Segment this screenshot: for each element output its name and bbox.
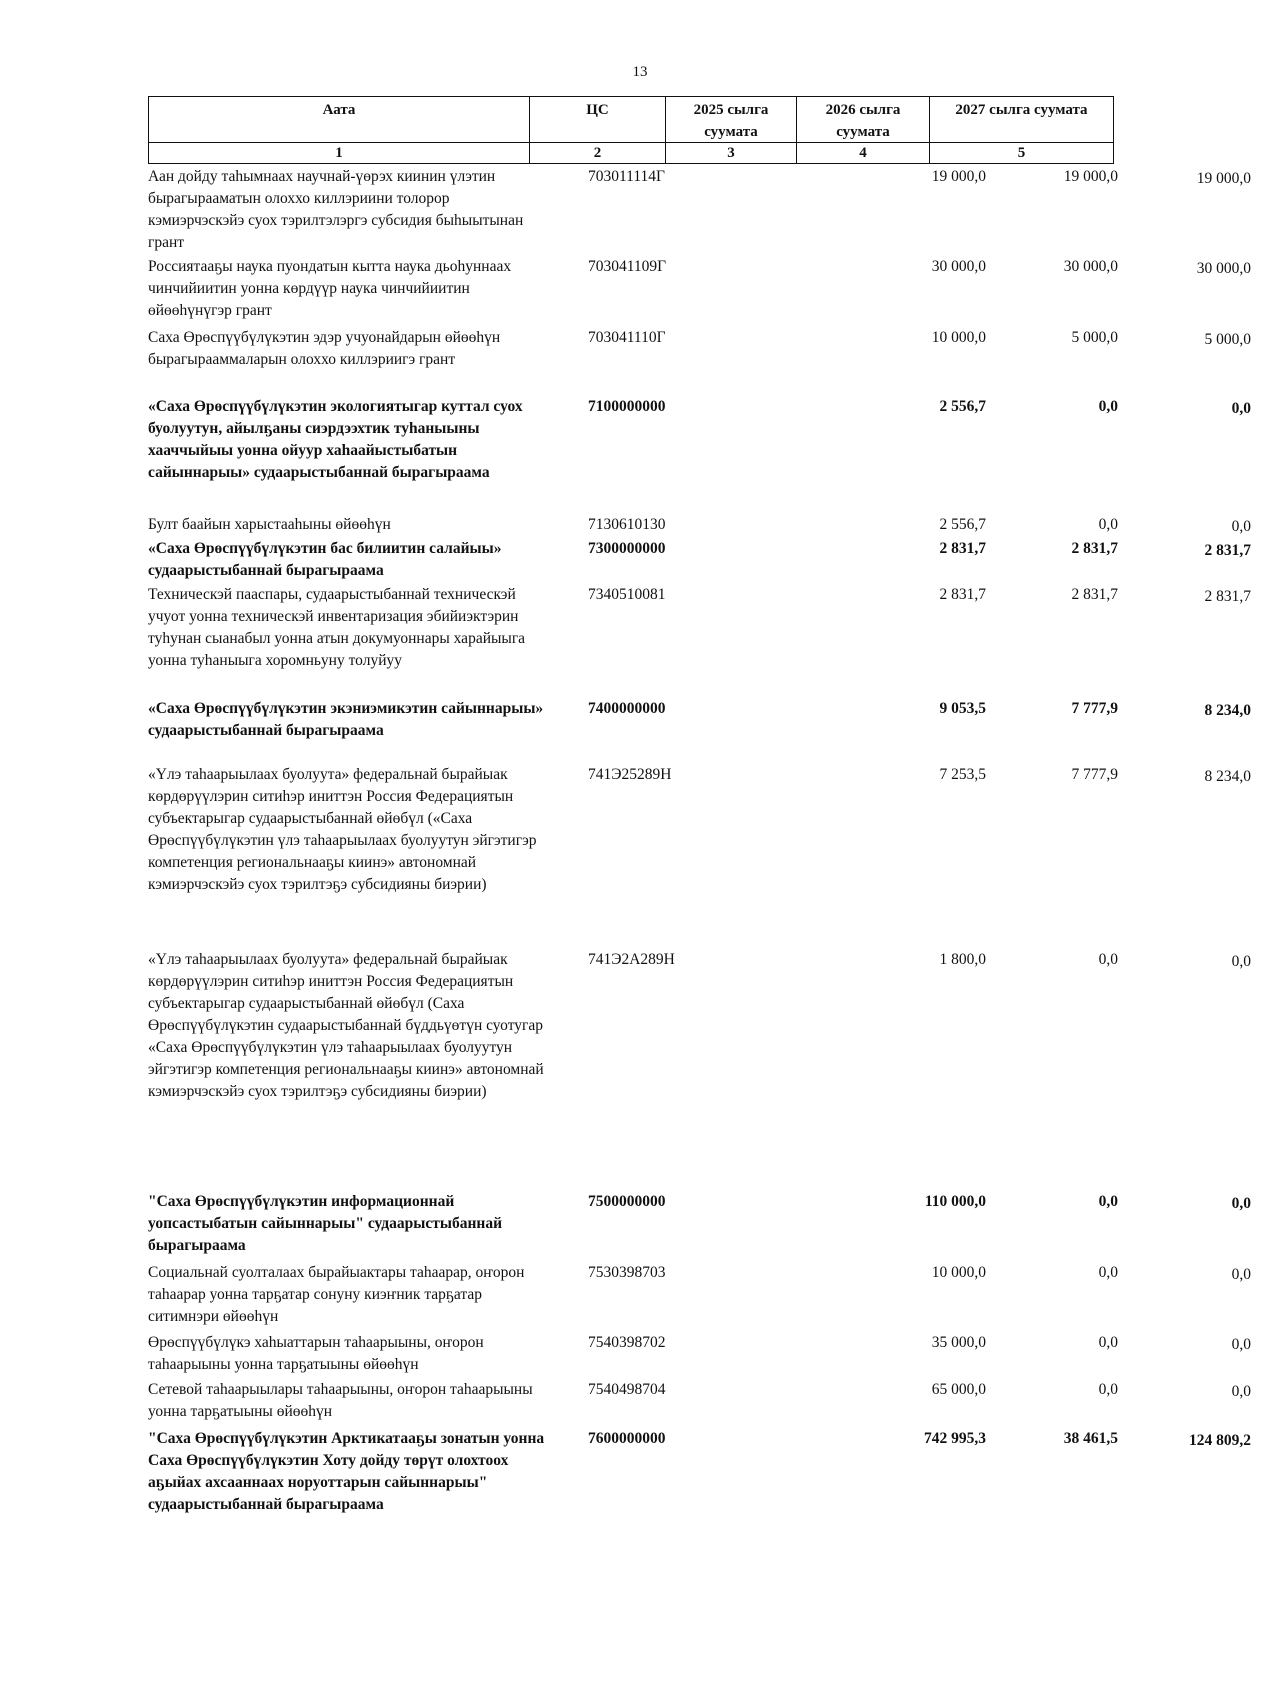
table-row xyxy=(148,538,1251,584)
header-number-5: 5 xyxy=(930,142,1113,163)
table-row xyxy=(148,396,1251,514)
table-row xyxy=(148,327,1251,396)
row-code: 7600000000 xyxy=(588,1430,666,1447)
row-value-2026: 7 777,9 xyxy=(1071,766,1118,783)
row-code: 7100000000 xyxy=(588,398,666,415)
header-number-4: 4 xyxy=(797,142,929,163)
row-value-2027: 0,0 xyxy=(1231,1195,1251,1212)
row-value-2027: 30 000,0 xyxy=(1196,260,1251,277)
row-name: Техническэй пааспары, судаарыстыбаннай техническэй учуот уонна техническэй инвентаризация эбийиэктэрин туһунан сыанабыл уонна атын докумуоннары харайыыга уонна туһаныыга хоромньуну толуйуу xyxy=(148,586,526,669)
row-name: «Саха Өрөспүүбүлүкэтин экологиятыгар куттал суох буолуутун, айылҕаны сиэрдээхтик туһаныыны хааччыйыы уонна ойуур хаһаайыстыбатын сайыннарыы» судаарыстыбаннай бырагыраама xyxy=(148,398,523,481)
row-value-2026: 0,0 xyxy=(1098,516,1118,533)
header-number-1: 1 xyxy=(149,142,529,163)
table-row xyxy=(148,514,1251,538)
table-row xyxy=(148,584,1251,698)
table-row xyxy=(148,166,1251,256)
row-code: 7300000000 xyxy=(588,540,666,557)
row-name: «Саха Өрөспүүбүлүкэтин экэниэмикэтин сайыннарыы» судаарыстыбаннай бырагыраама xyxy=(148,700,544,739)
row-name: "Саха Өрөспүүбүлүкэтин Арктикатааҕы зонатын уонна Саха Өрөспүүбүлүкэтин Хоту дойду төрүт олохтоох аҕыйах ахсааннаах норуоттарын сайыннарыы" судаарыстыбаннай бырагыраама xyxy=(148,1430,545,1513)
header-2027-cell xyxy=(930,97,1113,163)
header-number-3: 3 xyxy=(666,142,796,163)
row-value-2026: 0,0 xyxy=(1098,1381,1118,1398)
row-value-2027: 2 831,7 xyxy=(1204,542,1251,559)
row-name: «Үлэ таһаарыылаах буолуута» федеральнай бырайыак көрдөрүүлэрин ситиһэр иниттэн Россия Федерациятын субъектарыгар судаарыстыбаннай өйөбүл («Саха Өрөспүүбүлүкэтин үлэ таһаарыылаах буолуутун эйгэтигэр компетенция региональнааҕы киинэ» автономнай кэмиэрчэскэйэ суох тэрилтэҕэ субсидияны биэрии) xyxy=(148,766,537,893)
row-value-2025: 35 000,0 xyxy=(931,1334,986,1351)
row-value-2027: 124 809,2 xyxy=(1189,1432,1251,1449)
header-name: Аата xyxy=(322,102,356,118)
row-value-2026: 30 000,0 xyxy=(1063,258,1118,275)
table-row xyxy=(148,256,1251,327)
row-name: Россиятааҕы наука пуондатын кытта наука дьоһуннаах чинчийиитин уонна көрдүүр наука чинчийиитин өйөөһүнүгэр грант xyxy=(148,258,512,319)
table-row xyxy=(148,1332,1251,1379)
row-value-2025: 2 831,7 xyxy=(939,586,986,603)
row-name: Саха Өрөспүүбүлүкэтин эдэр учуонайдарын өйөөһүн бырагырааммаларын олоххо киллэриигэ грант xyxy=(148,329,501,368)
row-value-2025: 1 800,0 xyxy=(939,951,986,968)
row-value-2025: 10 000,0 xyxy=(931,1264,986,1281)
row-value-2026: 0,0 xyxy=(1098,1193,1118,1210)
row-value-2026: 2 831,7 xyxy=(1071,540,1118,557)
row-value-2026: 2 831,7 xyxy=(1071,586,1118,603)
table-row xyxy=(148,1191,1251,1262)
row-code: 703041110Г xyxy=(588,329,666,346)
header-number-2: 2 xyxy=(530,142,665,163)
row-value-2027: 0,0 xyxy=(1231,953,1251,970)
header-2027: 2027 сылга суумата xyxy=(955,102,1088,118)
row-value-2026: 38 461,5 xyxy=(1063,1430,1118,1447)
row-code: 7130610130 xyxy=(588,516,666,533)
row-name: «Саха Өрөспүүбүлүкэтин бас билиитин салайыы» судаарыстыбаннай бырагыраама xyxy=(148,540,502,579)
table-row xyxy=(148,1262,1251,1332)
row-value-2026: 5 000,0 xyxy=(1071,329,1118,346)
row-value-2025: 2 556,7 xyxy=(939,398,986,415)
row-value-2027: 0,0 xyxy=(1231,1383,1251,1400)
row-value-2026: 0,0 xyxy=(1098,951,1118,968)
row-name: "Саха Өрөспүүбүлүкэтин информационнай уопсастыбатын сайыннарыы" судаарыстыбаннай бырагыраама xyxy=(148,1193,502,1254)
table-row xyxy=(148,1428,1251,1522)
table-row xyxy=(148,1379,1251,1428)
row-value-2027: 19 000,0 xyxy=(1196,170,1251,187)
row-value-2025: 7 253,5 xyxy=(939,766,986,783)
row-code: 7340510081 xyxy=(588,586,666,603)
row-name: Социальнай суолталаах бырайыактары таһаарар, оҥорон таһаарар уонна тарҕатар сонуну киэҥник тарҕатар ситимнэри өйөөһүн xyxy=(148,1264,525,1325)
table-row xyxy=(148,949,1251,1191)
header-2026-cell xyxy=(797,97,930,163)
row-value-2027: 2 831,7 xyxy=(1204,588,1251,605)
row-code: 741Э2А289Н xyxy=(588,951,675,968)
row-name: Булт баайын харыстааһыны өйөөһүн xyxy=(148,516,391,533)
row-value-2025: 30 000,0 xyxy=(931,258,986,275)
row-value-2027: 5 000,0 xyxy=(1204,331,1251,348)
header-2026: 2026 сылга суумата xyxy=(825,102,901,140)
row-value-2026: 0,0 xyxy=(1098,1334,1118,1351)
row-name: Сетевой таһаарыылары таһаарыыны, оҥорон таһаарыыны уонна тарҕатыыны өйөөһүн xyxy=(148,1381,533,1420)
row-value-2026: 19 000,0 xyxy=(1063,168,1118,185)
table-row xyxy=(148,698,1251,764)
row-value-2025: 110 000,0 xyxy=(924,1193,986,1210)
row-value-2027: 0,0 xyxy=(1231,518,1251,535)
row-value-2025: 742 995,3 xyxy=(924,1430,986,1447)
table-body xyxy=(148,166,1251,1522)
table-header xyxy=(148,96,1114,164)
row-value-2025: 2 831,7 xyxy=(939,540,986,557)
row-code: 741Э25289Н xyxy=(588,766,672,783)
header-2025: 2025 сылга суумата xyxy=(693,102,769,140)
row-value-2026: 0,0 xyxy=(1098,1264,1118,1281)
row-name: «Үлэ таһаарыылаах буолуута» федеральнай бырайыак көрдөрүүлэрин ситиһэр иниттэн Россия Федерациятын субъектарыгар судаарыстыбаннай өйөбүл (Саха Өрөспүүбүлүкэтин судаарыстыбаннай бүддьүөтүн суотугар «Саха Өрөспүүбүлүкэтин үлэ таһаарыылаах буолуутун эйгэтигэр компетенция региональнааҕы киинэ» автономнай кэмиэрчэскэйэ суох тэрилтэҕэ субсидияны биэрии) xyxy=(148,951,544,1100)
header-code: ЦС xyxy=(586,102,609,118)
header-2025-cell xyxy=(666,97,797,163)
row-code: 7540398702 xyxy=(588,1334,666,1351)
row-code: 703041109Г xyxy=(588,258,667,275)
table-row xyxy=(148,764,1251,949)
row-value-2027: 0,0 xyxy=(1231,400,1251,417)
row-value-2025: 19 000,0 xyxy=(931,168,986,185)
row-value-2026: 7 777,9 xyxy=(1071,700,1118,717)
row-value-2027: 0,0 xyxy=(1231,1336,1251,1353)
page-number: 13 xyxy=(632,64,648,80)
row-code: 7500000000 xyxy=(588,1193,666,1210)
row-name: Аан дойду таһымнаах научнай-үөрэх киинин үлэтин бырагырааматын олоххо киллэриини толорор кэмиэрчэскэйэ суох тэрилтэлэргэ субсидия быһыытынан грант xyxy=(148,168,524,251)
row-name: Өрөспүүбүлүкэ хаһыаттарын таһаарыыны, оҥорон таһаарыыны уонна тарҕатыыны өйөөһүн xyxy=(148,1334,484,1373)
row-value-2025: 65 000,0 xyxy=(931,1381,986,1398)
row-code: 703011114Г xyxy=(588,168,665,185)
row-value-2027: 8 234,0 xyxy=(1204,702,1251,719)
row-value-2027: 8 234,0 xyxy=(1204,768,1251,785)
row-value-2026: 0,0 xyxy=(1098,398,1118,415)
row-value-2025: 9 053,5 xyxy=(939,700,986,717)
header-code-cell xyxy=(530,97,666,163)
row-value-2025: 10 000,0 xyxy=(931,329,986,346)
header-name-cell xyxy=(149,97,530,163)
row-code: 7530398703 xyxy=(588,1264,666,1281)
row-code: 7400000000 xyxy=(588,700,666,717)
row-code: 7540498704 xyxy=(588,1381,666,1398)
row-value-2027: 0,0 xyxy=(1231,1266,1251,1283)
row-value-2025: 2 556,7 xyxy=(939,516,986,533)
